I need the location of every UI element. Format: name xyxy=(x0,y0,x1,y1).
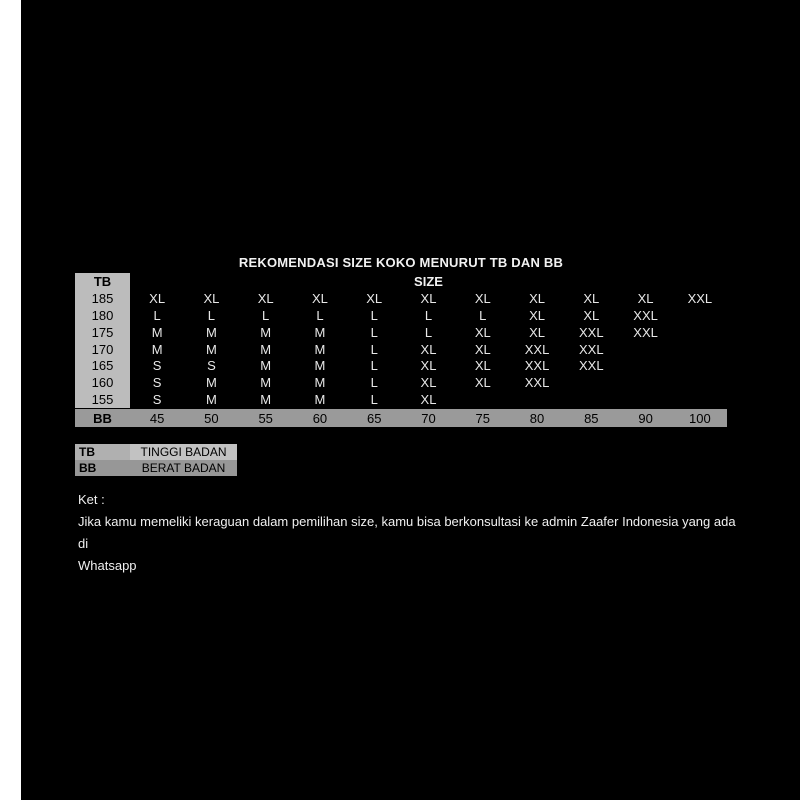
size-group-header: SIZE xyxy=(414,273,443,289)
size-cell xyxy=(673,324,727,341)
size-cell: M xyxy=(314,375,326,391)
size-cell: M xyxy=(314,358,326,374)
size-cell: M xyxy=(260,341,272,357)
tb-row-header: 155 xyxy=(75,391,130,408)
size-cell: XL xyxy=(366,290,383,306)
size-cell: XL xyxy=(203,290,220,306)
bb-column-value: 55 xyxy=(239,408,293,427)
size-cell: XL xyxy=(420,392,437,408)
tb-row-header: 165 xyxy=(75,357,130,374)
size-cell: XL xyxy=(529,324,545,340)
size-cell: L xyxy=(479,307,487,323)
size-cell xyxy=(618,341,672,358)
size-cell: XL xyxy=(474,324,491,340)
bb-column-value: 45 xyxy=(130,408,184,427)
size-cell: XL xyxy=(474,341,491,357)
size-cell: XXL xyxy=(687,290,713,306)
size-cell: S xyxy=(152,358,162,374)
size-cell: L xyxy=(370,392,378,408)
size-cell: XL xyxy=(420,375,437,391)
size-cell: XL xyxy=(311,290,328,306)
size-cell xyxy=(618,374,672,391)
size-cell: L xyxy=(207,307,216,323)
chart-title: REKOMENDASI SIZE KOKO MENURUT TB DAN BB xyxy=(238,255,564,270)
tb-row-header: 170 xyxy=(75,341,130,358)
size-cell: L xyxy=(153,307,161,323)
size-cell: M xyxy=(314,341,326,357)
size-cell: L xyxy=(370,341,378,357)
size-cell: M xyxy=(151,341,163,357)
size-cell: L xyxy=(370,324,378,340)
size-cell: L xyxy=(370,358,378,374)
size-cell: XL xyxy=(257,290,274,306)
size-cell: XXL xyxy=(524,375,550,391)
size-cell: M xyxy=(314,324,326,340)
size-cell: XXL xyxy=(633,307,658,323)
size-cell: XL xyxy=(149,290,166,306)
legend-abbr: BB xyxy=(75,460,130,476)
size-cell xyxy=(564,374,618,391)
size-cell: XXL xyxy=(579,358,604,374)
size-cell: XXL xyxy=(579,324,604,340)
tb-corner-header: TB xyxy=(75,273,130,290)
size-cell: XXL xyxy=(633,324,658,340)
size-cell: XL xyxy=(529,290,545,306)
size-cell: M xyxy=(260,375,272,391)
size-cell: L xyxy=(262,307,270,323)
bb-column-value: 100 xyxy=(673,408,727,427)
size-cell: S xyxy=(152,392,162,408)
size-cell xyxy=(673,357,727,374)
note-block xyxy=(78,489,738,577)
size-cell: XL xyxy=(583,307,600,323)
size-cell: M xyxy=(260,324,272,340)
size-cell: M xyxy=(260,358,272,374)
legend-meaning: BERAT BADAN xyxy=(130,460,237,476)
size-cell: L xyxy=(370,307,378,323)
bb-column-value: 60 xyxy=(293,408,347,427)
size-cell xyxy=(618,357,672,374)
size-cell: S xyxy=(152,375,162,391)
bb-column-value: 75 xyxy=(456,408,510,427)
legend-meaning: TINGGI BADAN xyxy=(130,444,237,460)
bb-column-value: 90 xyxy=(618,408,672,427)
size-cell: XL xyxy=(474,290,491,306)
size-cell: M xyxy=(205,324,217,340)
bb-column-value: 80 xyxy=(510,408,564,427)
legend-row xyxy=(75,444,237,460)
left-margin-strip xyxy=(0,0,21,800)
tb-row-header: 160 xyxy=(75,374,130,391)
size-cell: M xyxy=(260,392,272,408)
tb-row-header: 175 xyxy=(75,324,130,341)
size-recommendation-table xyxy=(75,273,727,427)
tb-row-header: 185 xyxy=(75,290,130,307)
size-cell xyxy=(456,391,510,408)
bb-column-value: 65 xyxy=(347,408,401,427)
size-cell: M xyxy=(205,341,217,357)
size-cell: L xyxy=(424,307,433,323)
size-cell: XL xyxy=(637,290,654,306)
size-cell xyxy=(564,391,618,408)
bb-column-value: 70 xyxy=(401,408,455,427)
size-cell xyxy=(618,391,672,408)
note-line1: Jika kamu memeliki keraguan dalam pemilihan size, kamu bisa berkonsultasi ke admin Zaafer Indonesia yang ada di xyxy=(78,514,736,551)
size-cell: XL xyxy=(420,290,437,306)
size-cell: L xyxy=(316,307,324,323)
legend-abbr: TB xyxy=(75,444,130,460)
abbreviation-legend xyxy=(75,444,237,476)
bb-column-value: 50 xyxy=(184,408,238,427)
tb-row-header: 180 xyxy=(75,307,130,324)
size-cell xyxy=(673,341,727,358)
size-cell: M xyxy=(314,392,326,408)
size-cell xyxy=(673,307,727,324)
size-cell: M xyxy=(205,392,217,408)
size-cell: XL xyxy=(420,358,437,374)
size-cell: XL xyxy=(583,290,600,306)
size-cell: XXL xyxy=(524,341,550,357)
size-cell: L xyxy=(370,375,378,391)
size-cell xyxy=(673,391,727,408)
size-cell xyxy=(510,391,564,408)
size-cell: XL xyxy=(474,358,491,374)
note-line2: Whatsapp xyxy=(78,558,137,573)
size-cell: M xyxy=(151,324,163,340)
size-cell: XL xyxy=(474,375,491,391)
bb-column-value: 85 xyxy=(564,408,618,427)
size-cell: XXL xyxy=(524,358,550,374)
legend-row xyxy=(75,460,237,476)
size-cell: S xyxy=(207,358,216,374)
size-cell: XXL xyxy=(579,341,604,357)
size-cell xyxy=(673,374,727,391)
size-cell: L xyxy=(424,324,433,340)
bb-row-header: BB xyxy=(75,408,130,427)
size-cell: XL xyxy=(420,341,437,357)
size-cell: M xyxy=(205,375,217,391)
note-label: Ket : xyxy=(78,492,105,507)
size-cell: XL xyxy=(529,307,545,323)
